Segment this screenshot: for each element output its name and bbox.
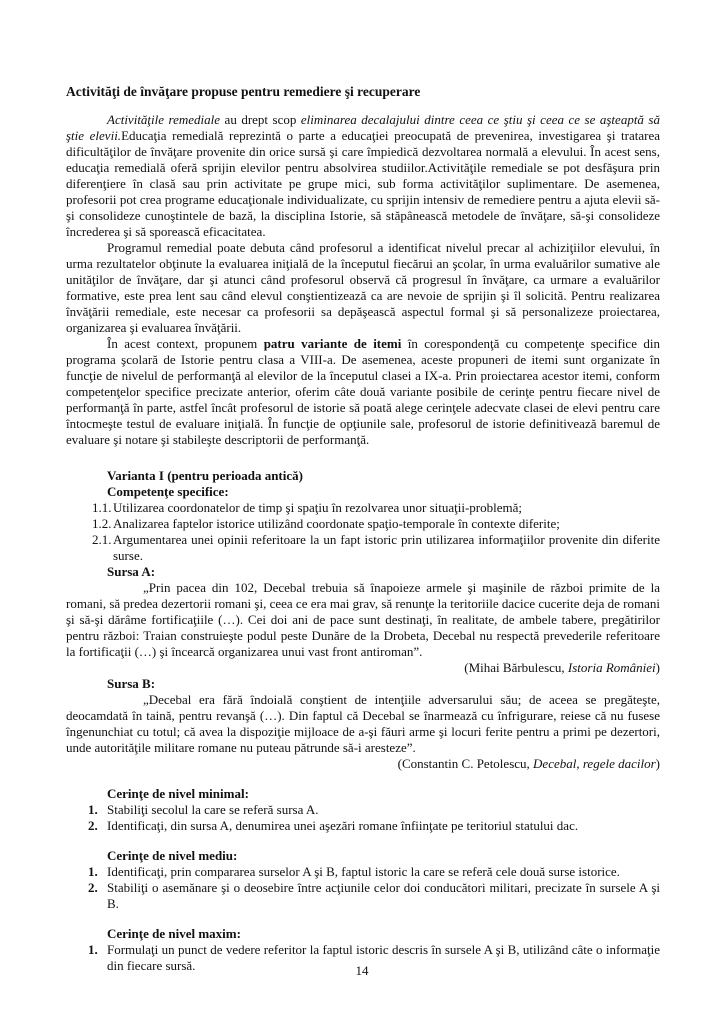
text-segment: (Mihai Bărbulescu, [464,660,568,675]
page-number: 14 [355,963,369,978]
requirement-number: 2. [88,818,98,833]
variant-1-section [66,468,660,772]
requirements-minimal-section [66,786,660,834]
requirement-text: Formulaţi un punct de vedere referitor la faptul istoric descris în sursele A şi B, utilizând câte o informaţie din fiecare sursă. [107,942,660,973]
text-segment: patru variante de itemi [263,336,402,351]
competences-heading: Competenţe specifice: [107,484,229,499]
paragraph-remedial-program [66,240,660,336]
requirements-medium-heading: Cerinţe de nivel mediu: [107,848,238,863]
requirements-medium-section [66,848,660,912]
text-segment: Decebal, regele dacilor [533,756,656,771]
source-b-quote: „Decebal era fără îndoială conştient de intenţiile adversarului său; de aceea se pregăteşte, deocamdată în taină, pentru revanşă (…). Din faptul că Decebal se înarmează cu înfrigurare, reiese că nu fusese îngenunchiat cu totul; că avea la dispoziţie mijloace de a-şi făuri arme şi locuri ferite pentru a primi pe dezertori, unde autorităţile militare romane nu puteau pătrunde să-i aresteze”. [66,692,660,755]
source-b-heading: Sursa B: [107,676,156,691]
page-title: Activităţi de învăţare propuse pentru remediere şi recuperare [66,84,421,99]
text-segment: În acest context, propunem [107,336,264,351]
text-segment: Programul remedial poate debuta când profesorul a identificat nivelul precar al achiziţiilor elevului, în urma rezultatelor obţinute la evaluarea iniţială de la începutul fiecărui an şcolar, în urma evaluărilor sumative ale unităţilor de învăţare, dar şi atunci când profesorul observă că progresul în învăţare, ca urmare a evaluărilor formative, este prea lent sau când elevul conştientizează ca are nevoie de sprijin şi îl solicită. Pentru realizarea învăţării remediale, este necesar ca profesorii sa depăşească aspectul formal şi să personalizeze proiectarea, organizarea şi evaluarea învăţării. [66,240,660,335]
text-segment: (Constantin C. Petolescu, [397,756,534,771]
requirements-maximum-heading: Cerinţe de nivel maxim: [107,926,241,941]
requirement-item [88,802,660,818]
paragraph-remedial-definition [66,112,660,240]
source-a-attribution [66,660,660,676]
text-segment: au drept scop [220,112,301,127]
text-segment: în corespondenţă cu competenţe specifice din programa şcolară de Istorie pentru clasa a VIII-a. De asemenea, aceste propuneri de itemi sunt organizate în funcţie de nivelul de performanţă al elevilor de la începutul clasei a IX-a. Prin proiectarea acestor itemi, conform competenţelor specifice precizate anterior, oferim câte două variante posibile de cerinţe pentru fiecare nivel de performanţă în parte, astfel încât profesorul de istorie să poată alege cerinţele adecvate clasei de elevi pentru care întocmeşte testul de evaluare iniţială. În funcţie de opţiunile sale, profesorul de istorie definitivează baremul de evaluare şi notare şi stabileşte descriptorii de performanţă. [66,336,660,447]
requirement-text: Stabiliţi secolul la care se referă sursa A. [107,802,319,817]
requirement-text: Identificaţi, din sursa A, denumirea unei aşezări romane înfiinţate pe teritoriul statului dac. [107,818,579,833]
competence-number: 1.2. [92,516,112,531]
competence-number: 1.1. [92,500,112,515]
requirement-number: 2. [88,880,98,895]
requirement-text: Stabiliţi o asemănare şi o deosebire între acţiunile celor doi conducători militari, precizate în sursele A şi B. [107,880,660,911]
text-segment: Activităţile remediale [107,112,221,127]
competence-item [92,500,660,516]
requirement-number: 1. [88,802,98,817]
competence-text: Argumentarea unei opinii referitoare la un fapt istoric prin utilizarea informaţiilor provenite din diferite surse. [113,532,660,563]
variant-1-heading: Varianta I (pentru perioada antică) [107,468,303,483]
text-segment: ) [655,756,660,771]
source-b-attribution [66,756,660,772]
requirement-item [88,880,660,912]
requirement-item [88,818,660,834]
requirement-number: 1. [88,942,98,957]
text-segment: Educaţia remedială reprezintă o parte a educaţiei preocupată de prevenirea, investigarea şi tratarea dificultăţilor de învăţare provenite din orice sursă şi care împiedică dezvoltarea normală a elevului. În acest sens, educaţia remedială oferă sprijin elevilor pentru absolvirea studiilor.Activităţile remediale se pot desfăşura prin diferenţiere în clasă sau prin activitate pe grupe mici, sub forma activităţilor suplimentare. De asemenea, profesorii pot crea programe educaţionale individualizate, cu sprijin intensiv de remediere pentru a ajuta elevii să-şi consolideze cunoştintele de bază, la disciplina Istorie, să stăpânească metodele de învăţare, să-şi consolideze încrederea şi să sporească eficacitatea. [66,128,660,239]
source-a-quote: „Prin pacea din 102, Decebal trebuia să înapoieze armele şi maşinile de război primite de la romani, să predea dezertorii romani şi, ceea ce era mai grav, să renunţe la teritoriile dacice cucerite deja de romani şi să-şi dărâme fortificaţiile (…). Cei doi ani de pace sunt destinaţi, în realitate, de ambele tabere, pregătirilor pentru război: Traian construieşte podul peste Dunăre de la Drobeta, Decebal nu respectă prevederile referitoare la fortificaţii (…) şi încearcă organizarea unui vast front antiroman”. [66,580,660,659]
text-segment: ) [655,660,660,675]
requirement-number: 1. [88,864,98,879]
text-segment: Istoria României [567,660,656,675]
text-segment: eliminarea decalajului dintre ceea ce ştiu şi ceea ce se aşteaptă să ştie elevii. [66,112,660,143]
competence-item [92,516,660,532]
requirement-text: Identificaţi, prin compararea surselor A şi B, faptul istoric la care se referă cele două surse istorice. [107,864,620,879]
requirement-item [88,864,660,880]
competence-number: 2.1. [92,532,112,547]
paragraph-item-variants-intro [66,336,660,448]
competence-item [92,532,660,564]
competence-text: Utilizarea coordonatelor de timp şi spaţiu în rezolvarea unor situaţii-problemă; [113,500,522,515]
competence-text: Analizarea faptelor istorice utilizând coordonate spaţio-temporale în contexte diferite; [113,516,560,531]
requirements-minimal-heading: Cerinţe de nivel minimal: [107,786,249,801]
source-a-heading: Sursa A: [107,564,156,579]
